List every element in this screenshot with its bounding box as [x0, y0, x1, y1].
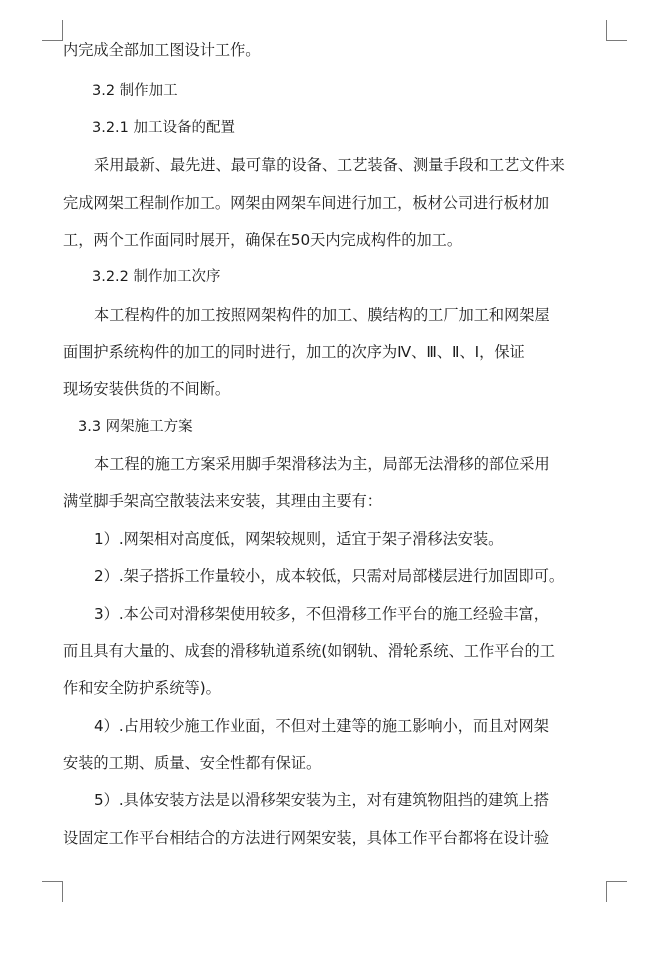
paragraph-line: 而且具有大量的、成套的滑移轨道系统(如钢轨、滑轮系统、工作平台的工 — [63, 642, 555, 660]
crop-mark-top-left-v — [62, 20, 63, 41]
crop-mark-bottom-right-h — [606, 881, 627, 882]
paragraph-line: 工，两个工作面同时展开，确保在50天内完成构件的加工。 — [63, 231, 463, 249]
crop-mark-bottom-left-v — [62, 881, 63, 902]
list-item-1: 1）.网架相对高度低，网架较规则，适宜于架子滑移法安装。 — [94, 530, 504, 548]
paragraph-line: 内完成全部加工图设计工作。 — [63, 41, 261, 59]
paragraph-line: 面围护系统构件的加工的同时进行，加工的次序为Ⅳ、Ⅲ、Ⅱ、Ⅰ，保证 — [63, 343, 525, 361]
section-heading-3-2-2: 3.2.2 制作加工次序 — [92, 269, 221, 285]
list-item-4: 4）.占用较少施工作业面，不但对土建等的施工影响小，而且对网架 — [94, 717, 549, 735]
paragraph-line: 设固定工作平台相结合的方法进行网架安装，具体工作平台都将在设计验 — [63, 829, 549, 847]
crop-mark-bottom-left-h — [42, 881, 63, 882]
crop-mark-top-left-h — [42, 40, 63, 41]
paragraph-line: 作和安全防护系统等)。 — [63, 679, 221, 697]
crop-mark-top-right-v — [606, 20, 607, 41]
paragraph-line: 本工程的施工方案采用脚手架滑移法为主，局部无法滑移的部位采用 — [94, 455, 550, 473]
list-item-5: 5）.具体安装方法是以滑移架安装为主，对有建筑物阻挡的建筑上搭 — [94, 791, 549, 809]
paragraph-line: 现场安装供货的不间断。 — [63, 380, 231, 398]
crop-mark-top-right-h — [606, 40, 627, 41]
paragraph-line: 采用最新、最先进、最可靠的设备、工艺装备、测量手段和工艺文件来 — [94, 156, 565, 174]
crop-mark-bottom-right-v — [606, 881, 607, 902]
paragraph-line: 安装的工期、质量、安全性都有保证。 — [63, 754, 322, 772]
paragraph-line: 完成网架工程制作加工。网架由网架车间进行加工，板材公司进行板材加 — [63, 194, 549, 212]
section-heading-3-3: 3.3 网架施工方案 — [78, 419, 193, 435]
list-item-2: 2）.架子搭拆工作量较小，成本较低，只需对局部楼层进行加固即可。 — [94, 567, 565, 585]
section-heading-3-2-1: 3.2.1 加工设备的配置 — [92, 120, 236, 136]
section-heading-3-2: 3.2 制作加工 — [92, 83, 178, 99]
paragraph-line: 满堂脚手架高空散装法来安装，其理由主要有： — [63, 492, 382, 510]
list-item-3: 3）.本公司对滑移架使用较多，不但滑移工作平台的施工经验丰富， — [94, 605, 549, 623]
paragraph-line: 本工程构件的加工按照网架构件的加工、膜结构的工厂加工和网架屋 — [94, 306, 550, 324]
